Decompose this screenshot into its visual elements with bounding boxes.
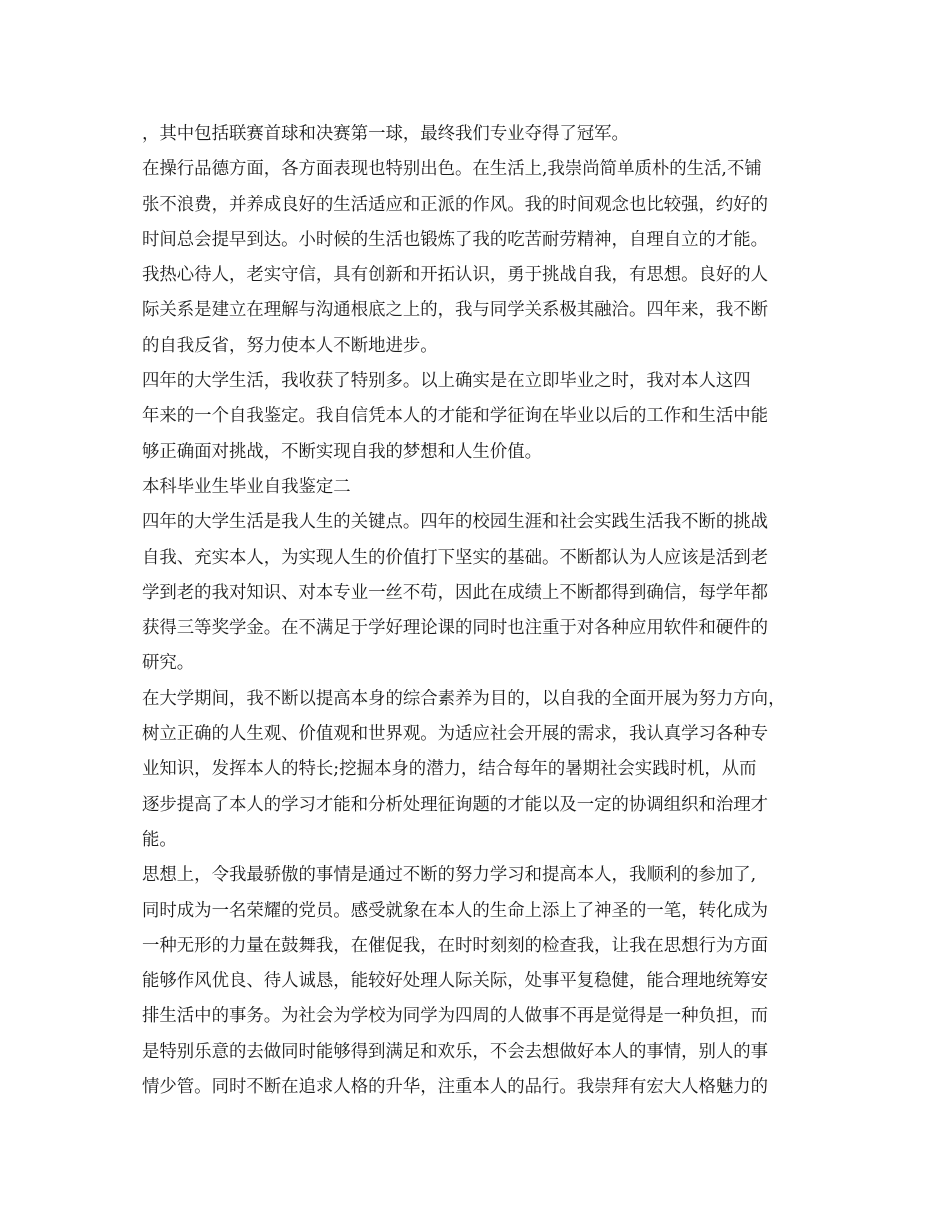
text-line: 获得三等奖学金。在不满足于学好理论课的同时也注重于对各种应用软件和硬件的 [142, 618, 769, 639]
text-line: 我热心待人，老实守信，具有创新和开拓认识，勇于挑战自我，有思想。良好的人 [142, 265, 769, 286]
document-body [142, 117, 812, 1105]
text-line: 思想上，令我最骄傲的事情是通过不断的努力学习和提高本人，我顺利的参加了, [142, 865, 757, 886]
text-line: 能。 [142, 829, 177, 850]
text-line: 在操行品德方面，各方面表现也特别出色。在生活上,我崇尚简单质朴的生活,不铺 [142, 159, 762, 180]
text-line: 树立正确的人生观、价值观和世界观。为适应社会开展的需求，我认真学习各种专 [142, 724, 769, 745]
text-line: 能够作风优良、待人诚恳，能较好处理人际关际，处事平复稳健，能合理地统筹安 [142, 971, 769, 992]
text-line: 一种无形的力量在鼓舞我，在催促我，在时时刻刻的检查我，让我在思想行为方面 [142, 935, 769, 956]
text-line: 够正确面对挑战，不断实现自我的梦想和人生价值。 [142, 441, 542, 462]
text-line: 张不浪费，并养成良好的生活适应和正派的作风。我的时间观念也比较强，约好的 [142, 194, 769, 215]
text-line: 际关系是建立在理解与沟通根底之上的，我与同学关系极其融洽。四年来，我不断 [142, 300, 769, 321]
text-line: 四年的大学生活，我收获了特别多。以上确实是在立即毕业之时，我对本人这四 [142, 371, 751, 392]
text-line: 年来的一个自我鉴定。我自信凭本人的才能和学征询在毕业以后的工作和生活中能 [142, 406, 769, 427]
text-line: 逐步提高了本人的学习才能和分析处理征询题的才能以及一定的协调组织和治理才 [142, 794, 769, 815]
text-line: 在大学期间，我不断以提高本身的综合素养为目的，以自我的全面开展为努力方向， [142, 688, 786, 709]
text-line: 是特别乐意的去做同时能够得到满足和欢乐，不会去想做好本人的事情，别人的事 [142, 1041, 769, 1062]
section-heading: 本科毕业生毕业自我鉴定二 [142, 476, 351, 497]
text-line: 研究。 [142, 653, 195, 674]
text-line: 排生活中的事务。为社会为学校为同学为四周的人做事不再是觉得是一种负担，而 [142, 1006, 769, 1027]
text-line: 学到老的我对知识、对本专业一丝不苟，因此在成绩上不断都得到确信，每学年都 [142, 582, 769, 603]
text-line: 四年的大学生活是我人生的关键点。四年的校园生涯和社会实践生活我不断的挑战 [142, 512, 769, 533]
text-line: 的自我反省，努力使本人不断地进步。 [142, 335, 438, 356]
text-line: 情少管。同时不断在追求人格的升华，注重本人的品行。我崇拜有宏大人格魅力的 [142, 1077, 769, 1098]
text-line: ，其中包括联赛首球和决赛第一球，最终我们专业夺得了冠军。 [142, 124, 629, 144]
text-line: 时间总会提早到达。小时候的生活也锻炼了我的吃苦耐劳精神，自理自立的才能。 [142, 229, 769, 250]
text-line: 业知识，发挥本人的特长;挖掘本身的潜力，结合每年的暑期社会实践时机，从而 [142, 759, 757, 780]
text-line: 同时成为一名荣耀的党员。感受就象在本人的生命上添上了神圣的一笔，转化成为 [142, 900, 769, 921]
text-line: 自我、充实本人，为实现人生的价值打下坚实的基础。不断都认为人应该是活到老 [142, 547, 769, 568]
